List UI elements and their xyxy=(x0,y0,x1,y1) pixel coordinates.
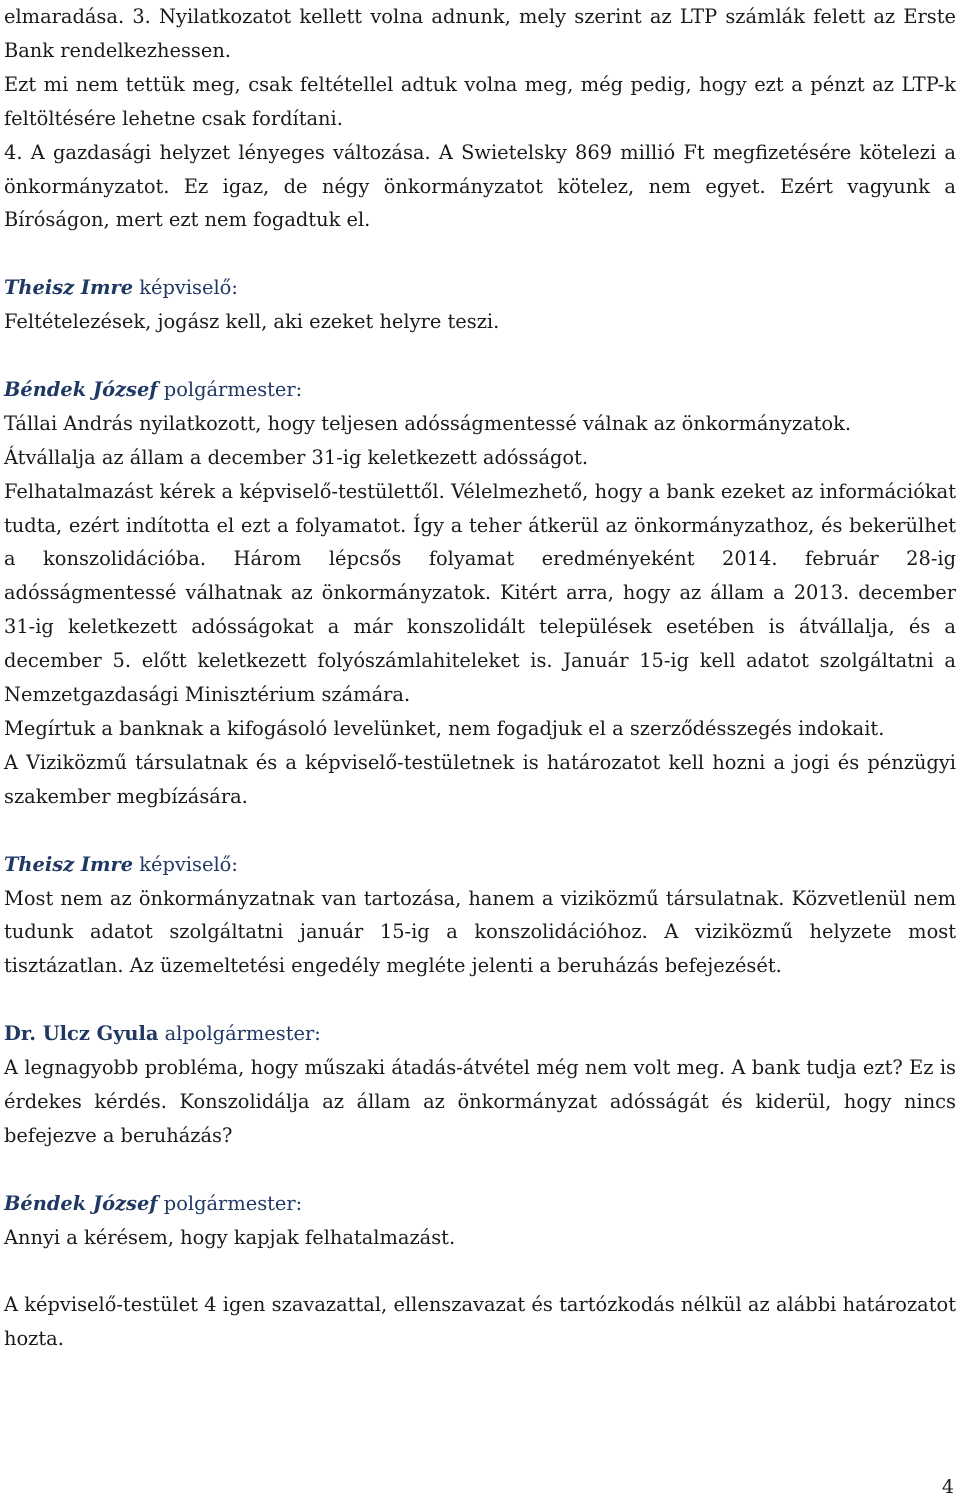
speaker-name: Béndek József xyxy=(4,377,158,401)
speaker-heading xyxy=(4,1187,956,1221)
statement-paragraph: Most nem az önkormányzatnak van tartozása, hanem a viziközmű társulatnak. Közvetlenül nem tudunk adatot szolgáltatni január 15-ig a konszolidációhoz. A viziközmű helyzete most tisztázatlan. Az üzemeltetési engedély megléte jelenti a beruházás befejezését. xyxy=(4,886,956,978)
speaker-name: Béndek József xyxy=(4,1191,158,1215)
page-number: 4 xyxy=(941,1476,954,1498)
resolution-intro: A képviselő-testület 4 igen szavazattal, ellenszavazat és tartózkodás nélkül az alábbi határozatot hozta. xyxy=(4,1293,956,1351)
statement-paragraph: Megírtuk a banknak a kifogásoló levelünket, nem fogadjuk el a szerződésszegés indokait. xyxy=(4,717,885,740)
paragraph-erste-bank: elmaradása. 3. Nyilatkozatot kellett volna adnunk, mely szerint az LTP számlák felett az Erste Bank rendelkezhessen. xyxy=(4,5,956,62)
statement-paragraph: A Viziközmű társulatnak és a képviselő-testületnek is határozatot kell hozni a jogi és pénzügyi szakember megbízására. xyxy=(4,750,956,808)
statement-paragraph: Átvállalja az állam a december 31-ig keletkezett adósságot. xyxy=(4,445,589,469)
speaker-heading xyxy=(4,373,956,407)
statement-paragraph: Annyi a kérésem, hogy kapjak felhatalmazást. xyxy=(4,1225,456,1249)
speaker-role: képviselő: xyxy=(139,276,238,300)
statement-paragraph: A legnagyobb probléma, hogy műszaki átadás-átvétel még nem volt meg. A bank tudja ezt? Ez is érdekes kérdés. Konszolidálja az állam az önkormányzat adósságát és kiderül, hogy nincs befejezve a beruházás? xyxy=(4,1056,956,1147)
speaker-heading xyxy=(4,1017,956,1051)
speaker-role: polgármester: xyxy=(163,377,303,401)
statement-paragraph: Feltételezések, jogász kell, aki ezeket helyre teszi. xyxy=(4,310,500,334)
document-page xyxy=(4,0,956,1356)
speaker-name: Theisz Imre xyxy=(4,276,134,300)
statement-paragraph: Felhatalmazást kérek a képviselő-testülettől. Vélelmezhető, hogy a bank ezeket az információkat tudta, ezért indította el ezt a folyamatot. Így a teher átkerül az önkormányzathoz, és bekerülhet a konszolidációba. Három lépcsős folyamat eredményeként 2014. február 28-ig adósságmentessé válhatnak az önkormányzatok. Kitért arra, hogy az állam a 2013. december 31-ig keletkezett adósságokat a már konszolidált települések esetében is átvállalja, és a december 5. előtt keletkezett folyószámlahiteleket is. Január 15-ig kell adatot szolgáltatni a Nemzetgazdasági Minisztérium számára. xyxy=(4,479,956,707)
speaker-role: polgármester: xyxy=(163,1191,303,1215)
speaker-name: Theisz Imre xyxy=(4,852,134,876)
paragraph-ltp-condition: Ezt mi nem tettük meg, csak feltétellel adtuk volna meg, még pedig, hogy ezt a pénzt az LTP-k feltöltésére lehetne csak fordítani. xyxy=(4,72,956,130)
speaker-role: alpolgármester: xyxy=(164,1022,321,1046)
speaker-name: Dr. Ulcz Gyula xyxy=(4,1022,159,1046)
speaker-heading xyxy=(4,271,956,305)
paragraph-economic-change: 4. A gazdasági helyzet lényeges változása. A Swietelsky 869 millió Ft megfizetésére kötelezi a önkormányzatot. Ez igaz, de négy önkormányzatot kötelez, nem egyet. Ezért vagyunk a Bíróságon, mert ezt nem fogadtuk el. xyxy=(4,140,956,232)
statement-paragraph: Tállai András nyilatkozott, hogy teljesen adósságmentessé válnak az önkormányzatok. xyxy=(4,411,852,435)
speaker-heading xyxy=(4,848,956,882)
speaker-role: képviselő: xyxy=(139,852,238,876)
